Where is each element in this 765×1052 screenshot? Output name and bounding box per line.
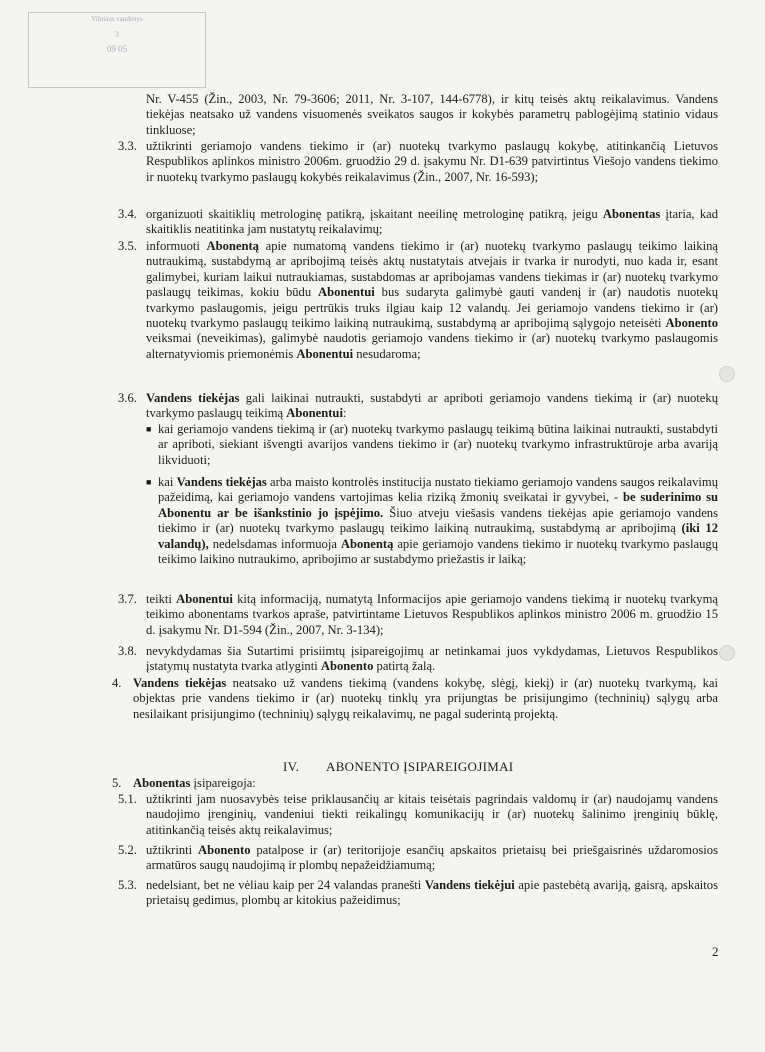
clause-text: gali laikinai nutraukti, sustabdyti ar apriboti geriamojo vandens tiekimą ir (ar) nuotekų tvarkymo paslaugų teikimą xyxy=(146,391,718,421)
clause-5-2 xyxy=(146,843,718,874)
clause-text: bus sudaryta galimybė gauti vandenį ir (ar) naudotis nuotekų tvarkymo paslaugomis, jeigu pertrūkis truks ilgiau kaip 12 valandų. Jei geriamojo vandens tiekimo ir (ar) nuotekų tvarkymo paslaugų teikimo laikiną nutraukimą, sustabdymą ar apribojimą sąlygojo neteisėti xyxy=(146,285,718,331)
bold-term: Abonento xyxy=(320,659,374,674)
clause-text: nesudaroma; xyxy=(353,346,421,361)
clause-5-3 xyxy=(146,878,718,909)
clause-number: 5.3. xyxy=(118,878,137,892)
bullet-item-1 xyxy=(158,422,718,468)
bold-term: Abonentą xyxy=(340,536,394,551)
clause-text: nedelsdamas informuoja xyxy=(208,536,341,551)
clause-number: 5.2. xyxy=(118,843,137,857)
bullet-icon: ■ xyxy=(146,424,152,434)
clause-text: : xyxy=(342,406,347,421)
clause-number: 5.1. xyxy=(118,792,137,806)
stamp-date: 09 05 xyxy=(106,44,128,54)
bold-term: Vandens tiekėjui xyxy=(424,878,515,892)
clause-3-7 xyxy=(146,592,718,638)
clause-3-2-continuation xyxy=(146,92,718,138)
clause-4 xyxy=(133,676,718,722)
bold-term: Abonento xyxy=(198,843,251,857)
punch-hole-bottom xyxy=(719,645,735,661)
bold-term: Vandens tiekėjas xyxy=(146,391,240,405)
bullet-item-2 xyxy=(158,475,718,567)
registration-stamp xyxy=(28,12,206,88)
clause-text: kitą informaciją, numatytą Informacijos apie geriamojo vandens tiekimą ir nuotekų tvarkymą teikimo abonentams tvarkos apraše, patvirtintame Lietuvos Respublikos aplinkos ministro 2006 m. gruodžio 15 d. įsakymu Nr. D1-594 (Žin., 2007, Nr. 3-134); xyxy=(146,592,718,637)
clause-text: patalpose ir (ar) teritorijoje esančių apskaitos prietaisų bei priešgaisrinės uždaromosios armatūros saugų naudojimą ir plombų nepažeidžiamumą; xyxy=(146,843,718,873)
clause-3-8 xyxy=(146,644,718,675)
bold-term: Abonento xyxy=(665,316,718,331)
section-number: IV. xyxy=(283,759,300,774)
clause-number: 3.5. xyxy=(118,239,137,253)
bold-term: Abonentas xyxy=(602,207,661,221)
clause-number: 4. xyxy=(112,676,122,690)
clause-3-4 xyxy=(146,207,718,238)
stamp-registration: 3 xyxy=(115,30,119,39)
clause-number: 3.4. xyxy=(118,207,137,221)
bold-term: Abonentui xyxy=(296,346,354,361)
bold-term: (iki 12 valandų), xyxy=(158,521,718,551)
clause-5-1 xyxy=(146,792,718,838)
clause-text: Šiuo atveju viešasis vandens tiekėjas apie geriamojo vandens tiekimo ir (ar) nuotekų tvarkymo paslaugų teikimo laikiną nutraukimą, sustabdymą ar apribojimą xyxy=(158,505,718,536)
clause-text: užtikrinti xyxy=(146,843,199,857)
punch-hole-top xyxy=(719,366,735,382)
bold-term: Vandens tiekėjas xyxy=(176,475,267,489)
clause-text: neatsako už vandens tiekimą (vandens kokybę, slėgį, kiekį) ir (ar) nuotekų tvarkymą, kai objektas prie vandens tiekimo ir (ar) nuotekų tinklų yra prijungtas be prisijungimo (techninių) sąlygų arba nesilaikant prisijungimo (techninių) sąlygų reikalavimų, ne pagal suderintą projektą. xyxy=(133,676,718,721)
stamp-text: Vilniaus vandenys xyxy=(91,15,143,23)
clause-text: kai geriamojo vandens tiekimą ir (ar) nuotekų tvarkymo paslaugų teikimą būtina laikinai nutraukti, sustabdyti ar apriboti, siekiant išvengti avarijos vandens tiekimo ir (ar) nuotekų tvarkymo infrastruktūroje arba avariją likviduoti; xyxy=(158,422,718,467)
clause-3-3 xyxy=(146,139,718,185)
bold-term: Vandens tiekėjas xyxy=(133,676,227,690)
clause-text: užtikrinti jam nuosavybės teise priklausančių ar kitais teisėtais pagrindais valdomų ir (ar) naudojamų vandens naudojimo įrenginių, vandeniui tiekti reikalingų komunikacijų ir (ar) nuotekų šalinimo įrenginių būklę, atitinkančią teisės aktų reikalavimus; xyxy=(146,792,718,837)
clause-number: 3.3. xyxy=(118,139,137,153)
clause-text: apie pastebėtą avariją, gaisrą, apskaitos prietaisų gedimus, plombų ar kitokius pažeidimus; xyxy=(146,878,718,908)
bold-term: Abonentui xyxy=(286,406,343,421)
clause-3-6 xyxy=(146,391,718,422)
clause-text: įsipareigoja: xyxy=(190,776,256,790)
section-heading: ABONENTO ĮSIPAREIGOJIMAI xyxy=(326,759,514,774)
clause-text: apie geriamojo vandens tiekimo ir nuotekų tvarkymo paslaugų teikimo laikino nutraukimo, apribojimo ar sustabdymo priežastis ir laiką; xyxy=(158,536,718,567)
clause-text: kai xyxy=(158,475,177,489)
clause-text: įtaria, kad skaitiklis neatitinka jam nustatytų reikalavimų; xyxy=(146,207,719,237)
page-number: 2 xyxy=(712,944,719,959)
clause-number: 5. xyxy=(112,776,122,790)
clause-text: užtikrinti geriamojo vandens tiekimo ir (ar) nuotekų tvarkymo paslaugų kokybę, atitinkančią Lietuvos Respublikos aplinkos ministro 2006m. gruodžio 29 d. įsakymu Nr. D1-639 patvirtintus Viešojo vandens tiekimo ir nuotekų tvarkymo paslaugų kokybės reikalavimus (Žin., 2007, Nr. 16-593); xyxy=(146,139,718,184)
clause-text: teikti xyxy=(146,592,177,606)
clause-3-5 xyxy=(146,239,718,362)
clause-text: arba maisto kontrolės institucija nustato tiekiamo geriamojo vandens saugos reikalavimų pažeidimą, kai geriamojo vandens vartojimas kelia riziką žmonių sveikatai ir gyvybei, - xyxy=(158,475,718,505)
bold-term: be suderinimo su Abonentu ar be išankstinio jo įspėjimo. xyxy=(158,490,718,520)
clause-number: 3.6. xyxy=(118,391,137,405)
clause-number: 3.8. xyxy=(118,644,137,658)
bold-term: Abonentui xyxy=(176,592,233,606)
clause-text: informuoti xyxy=(146,239,207,253)
clause-text: patirtą žalą. xyxy=(373,659,436,674)
clause-text: veiksmai (neveikimas), galimybė naudotis geriamojo vandens tiekimo ir (ar) nuotekų tvarkymo paslaugomis alternatyviomis priemonėmis xyxy=(146,331,718,361)
clause-text: organizuoti skaitiklių metrologinę patikrą, įskaitant neeilinę metrologinę patikrą, jeigu xyxy=(146,207,603,221)
clause-text: Nr. V-455 (Žin., 2003, Nr. 79-3606; 2011, Nr. 3-107, 144-6778), ir kitų teisės aktų reikalavimus. Vandens tiekėjas neatsako už vandens visuomenės sveikatos saugos ir kokybės parametrų pablogėjimą statinio vidaus tinkluose; xyxy=(146,92,718,137)
clause-text: nedelsiant, bet ne vėliau kaip per 24 valandas pranešti xyxy=(146,878,425,892)
bold-term: Abonentą xyxy=(206,239,259,253)
clause-text: nevykdydamas šia Sutartimi prisiimtų įsipareigojimų ar netinkamai juos vykdydamas, Lietuvos Respublikos įstatymų nustatyta tvarka atlyginti xyxy=(146,644,718,674)
bold-term: Abonentas xyxy=(133,776,191,790)
clause-5 xyxy=(133,776,718,791)
clause-text: apie numatomą vandens tiekimo ir (ar) nuotekų tvarkymo paslaugų teikimo laikiną nutraukimą, sustabdymą ar apribojimą teisės aktų nustatytais atvejais ir tvarka ir nurodyti, nuo kada ir, esant galimybei, kuriam laikui nutraukiamas, sustabdomas ar apribojamas vandens tiekimas ir (ar) nuotekų tvarkymo paslaugų teikimas, kokiu būdu xyxy=(146,239,718,300)
bullet-icon: ■ xyxy=(146,477,152,487)
clause-number: 3.7. xyxy=(118,592,137,606)
bold-term: Abonentui xyxy=(318,285,375,300)
